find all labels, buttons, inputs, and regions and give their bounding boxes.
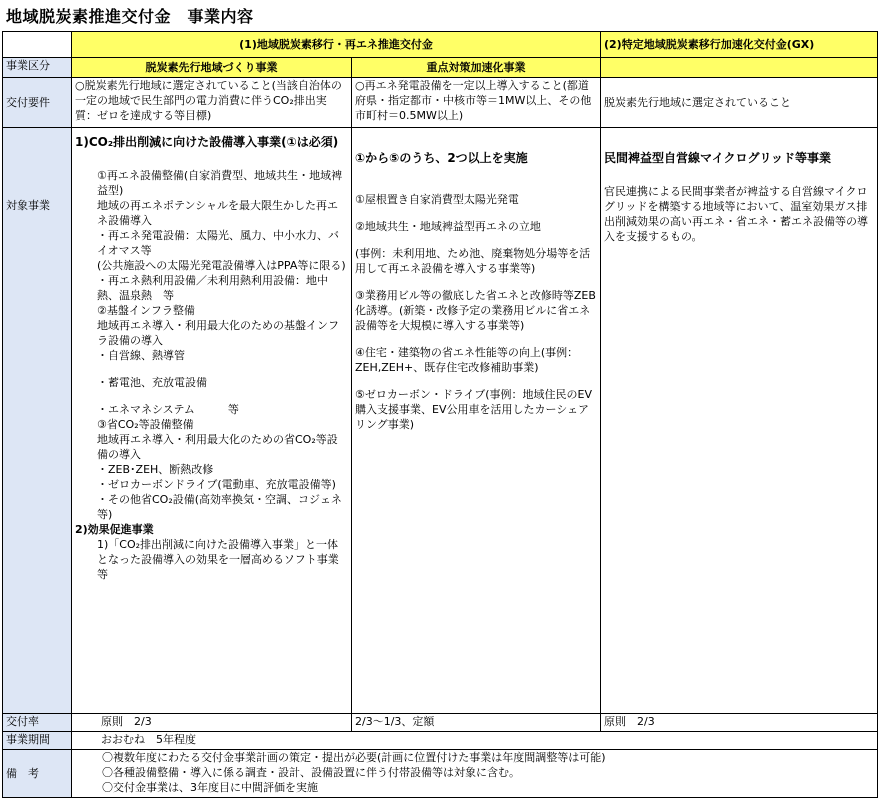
col2-item2: ②地域共生・地域裨益型再エネの立地 — [355, 220, 541, 233]
target-col3 — [601, 128, 878, 714]
label-notes: 備 考 — [3, 750, 72, 798]
header-program1: (1)地域脱炭素移行・再エネ推進交付金 — [72, 32, 601, 58]
period-value: おおむね 5年程度 — [101, 733, 196, 746]
col3-title: 民間裨益型自営線マイクログリッド等事業 — [604, 151, 832, 165]
category-row — [3, 58, 878, 78]
label-category: 事業区分 — [3, 58, 72, 78]
col2-item1: ①屋根置き自家消費型太陽光発電 — [355, 193, 519, 206]
period-row — [3, 732, 878, 750]
label-rate: 交付率 — [3, 714, 72, 732]
s1-item9: ・蓄電池、充放電設備 — [97, 376, 207, 389]
s1-item6: ②基盤インフラ整備 — [97, 304, 195, 317]
s2-item1: 1)「CO₂排出削減に向けた設備導入事業」と一体となった設備導入の効果を一層高めるソフト事業 等 — [97, 538, 350, 581]
rate-row — [3, 714, 878, 732]
s1-item1: ①再エネ設備整備(自家消費型、地域共生・地域裨益型) — [97, 169, 343, 197]
col2-item5: ⑤ゼロカーボン・ドライブ(事例：地域住民のEV購入支援事業、EV公用車を活用したカーシェアリング事業) — [355, 388, 592, 431]
col2-item3: ③業務用ビル等の徹底した省エネと改修時等ZEB化誘導。(新築・改修予定の業務用ビルに省エネ設備等を大規模に導入する事業等) — [355, 289, 596, 332]
s1-item3: ・再エネ発電設備：太陽光、風力、中小水力、バイオマス等 — [97, 229, 339, 257]
label-target-cell — [3, 128, 72, 714]
s1-item12: 地域再エネ導入・利用最大化のための省CO₂等設備の導入 — [97, 433, 338, 461]
note-item: 〇複数年度にわたる交付金事業計画の策定・提出が必要(計画に位置付けた事業は年度間調整等は可能) — [102, 751, 606, 764]
s1-item11: ③省CO₂等設備整備 — [97, 418, 194, 431]
s1-item5: ・再エネ熱利用設備／未利用熱利用設備：地中熱、温泉熱 等 — [97, 274, 328, 302]
s1-item7: 地域再エネ導入・利用最大化のための基盤インフラ設備の導入 — [97, 319, 339, 347]
requirement-col1: ○脱炭素先行地域に選定されていること(当該自治体の一定の地域で民生部門の電力消費に伴うCO₂排出実質：ゼロを達成する等目標) — [72, 78, 352, 128]
col2-title: ①から⑤のうち、2つ以上を実施 — [355, 151, 528, 165]
requirement-col2: ○再エネ発電設備を一定以上導入すること(都道府県・指定都市・中核市等＝1MW以上、その他市町村＝0.5MW以上) — [352, 78, 601, 128]
section1-title: 1)CO₂排出削減に向けた設備導入事業(①は必須) — [75, 135, 339, 149]
rate-col1 — [72, 714, 352, 732]
label-requirement: 交付要件 — [3, 78, 72, 128]
notes-cell — [72, 750, 878, 798]
s1-item14: ・ゼロカーボンドライブ(電動車、充放電設備等) — [97, 478, 336, 491]
s1-item4: (公共施設への太陽光発電設備導入はPPA等に限る) — [97, 259, 346, 272]
category-col3 — [601, 58, 878, 78]
col2-item4: ④住宅・建築物の省エネ性能等の向上(事例：ZEH,ZEH+、既存住宅改修補助事業) — [355, 346, 579, 374]
period-value-cell — [72, 732, 878, 750]
s1-item8: ・自営線、熱導管 — [97, 349, 185, 362]
notes-row — [3, 750, 878, 798]
s1-item2: 地域の再エネポテンシャルを最大限生かした再エネ設備導入 — [97, 199, 338, 227]
note-item: 〇各種設備整備・導入に係る調査・設計、設備設置に伴う付帯設備等は対象に含む。 — [102, 766, 520, 779]
target-col1 — [72, 128, 352, 714]
category-col1: 脱炭素先行地域づくり事業 — [72, 58, 352, 78]
s1-item15: ・その他省CO₂設備(高効率換気・空調、コジェネ 等) — [97, 493, 353, 521]
label-target: 対象事業 — [6, 199, 50, 212]
target-col2 — [352, 128, 601, 714]
note-item: 〇交付金事業は、3年度目に中間評価を実施 — [102, 781, 318, 794]
rate-col3: 原則 2/3 — [601, 714, 878, 732]
category-col2: 重点対策加速化事業 — [352, 58, 601, 78]
header-program2: (2)特定地域脱炭素移行加速化交付金(GX) — [601, 32, 878, 58]
requirement-row — [3, 78, 878, 128]
header-blank — [3, 32, 72, 58]
rate-col2: 2/3～1/3、定額 — [352, 714, 601, 732]
requirement-col3: 脱炭素先行地域に選定されていること — [601, 78, 878, 128]
program-table — [2, 31, 878, 798]
target-row — [3, 128, 878, 714]
col2-item2-example: (事例：未利用地、ため池、廃棄物処分場等を活用して再エネ設備を導入する事業等) — [355, 247, 591, 275]
col3-body: 官民連携による民間事業者が裨益する自営線マイクログリッドを構築する地域等において、温室効果ガス排出削減効果の高い再エネ・省エネ・蓄エネ設備等の導入を支援するもの。 — [604, 185, 868, 243]
s1-item10: ・エネマネシステム 等 — [97, 403, 239, 416]
label-period: 事業期間 — [3, 732, 72, 750]
header-row — [3, 32, 878, 58]
page-title: 地域脱炭素推進交付金 事業内容 — [6, 7, 254, 26]
section2-title: 2)効果促進事業 — [75, 523, 154, 536]
s1-item13: ・ZEB･ZEH、断熱改修 — [97, 463, 214, 476]
rate-col1-value: 原則 2/3 — [101, 715, 152, 728]
